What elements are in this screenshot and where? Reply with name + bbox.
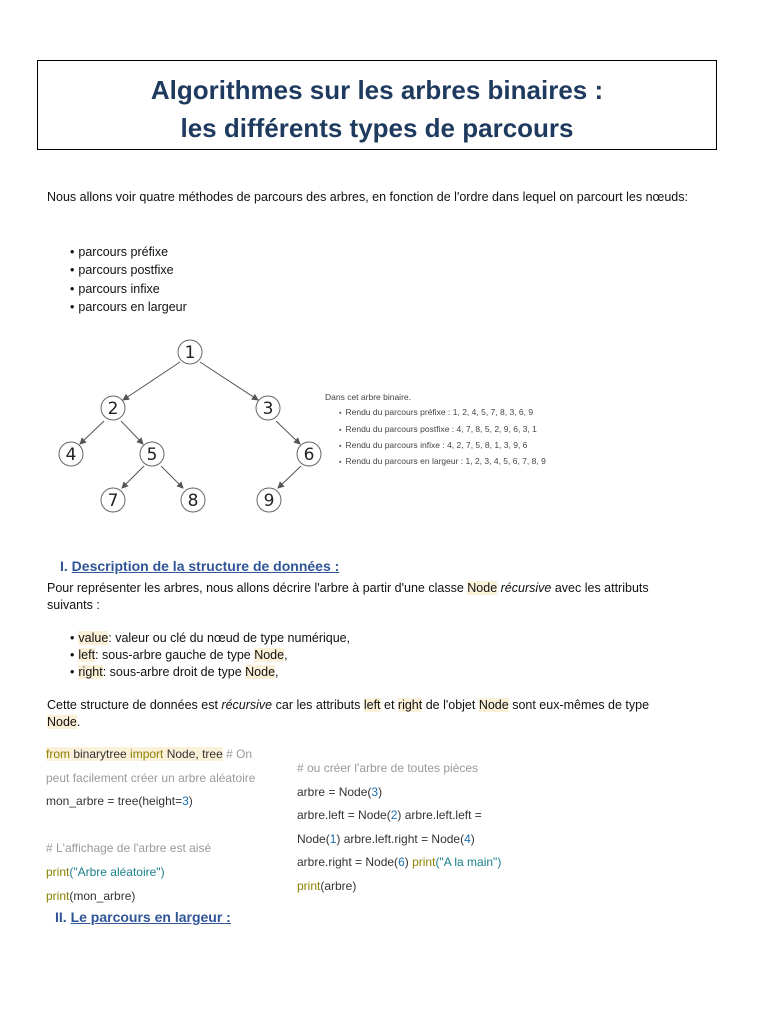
text-run: : sous-arbre gauche de type	[95, 648, 255, 662]
code-text: binarytree	[70, 747, 131, 761]
code-term: Node	[47, 715, 77, 729]
list-item: ▪ Rendu du parcours en largeur : 1, 2, 3, 4, 5, 6, 7, 8, 9	[339, 454, 546, 470]
section-number: II.	[55, 909, 67, 925]
methods-list	[70, 243, 187, 316]
code-text: (mon_arbre)	[69, 888, 136, 903]
code-term: Node	[478, 698, 509, 712]
code-term: right	[397, 698, 423, 712]
list-item: ▪ Rendu du parcours infixe : 4, 2, 7, 5, 8, 1, 3, 9, 6	[339, 438, 546, 454]
structure-paragraph	[47, 580, 687, 614]
list-item: ▪ Rendu du parcours postfixe : 4, 7, 8, 5, 2, 9, 6, 3, 1	[339, 422, 546, 438]
text-run: Cette structure de données est	[47, 698, 222, 712]
code-text: )	[188, 794, 193, 809]
text-run: : valeur ou clé du nœud de type numérique,	[108, 631, 351, 645]
code-block-left	[46, 743, 286, 908]
text-run: Pour représenter les arbres, nous allons décrire l'arbre à partir d'une classe	[47, 581, 468, 595]
tree-node-label: 8	[187, 491, 199, 511]
code-line	[297, 804, 597, 828]
page-title-line1: Algorithmes sur les arbres binaires :	[150, 75, 604, 105]
code-comment: # On	[222, 747, 253, 761]
text-run: et	[380, 698, 398, 712]
list-item: • parcours postfixe	[70, 261, 187, 279]
code-string: ("Arbre aléatoire")	[69, 864, 165, 879]
tree-edge	[200, 362, 258, 400]
section-number: I.	[60, 558, 68, 574]
code-term: left	[78, 648, 96, 662]
tree-node-label: 2	[107, 399, 119, 419]
code-line	[46, 790, 286, 814]
code-line	[46, 743, 286, 767]
code-keyword: from	[46, 747, 70, 761]
section-title: Description de la structure de données :	[71, 558, 340, 574]
text-run: ,	[284, 648, 288, 662]
code-text: (arbre)	[320, 878, 357, 893]
list-item: • parcours préfixe	[70, 243, 187, 261]
tree-node-label: 7	[107, 491, 119, 511]
tree-edge	[278, 466, 301, 488]
code-term: right	[78, 665, 103, 679]
code-number: 4	[464, 831, 471, 846]
list-item	[70, 630, 350, 647]
code-term: Node	[245, 665, 276, 679]
tree-node-label: 9	[263, 491, 275, 511]
text-run: : sous-arbre droit de type	[102, 665, 246, 679]
intro-paragraph: Nous allons voir quatre méthodes de parcours des arbres, en fonction de l'ordre dans lequel on parcourt les nœuds:	[47, 190, 688, 204]
section-heading-2	[55, 909, 231, 925]
list-item	[70, 647, 350, 664]
code-keyword: print	[46, 888, 70, 903]
code-text: ) arbre.left.left =	[397, 808, 482, 823]
code-term: value	[78, 631, 109, 645]
code-block-right	[297, 757, 597, 899]
code-comment: peut facilement créer un arbre aléatoire	[46, 770, 256, 785]
code-text: Node, tree	[163, 747, 223, 761]
code-text: )	[378, 784, 383, 799]
code-comment: # ou créer l'arbre de toutes pièces	[297, 761, 479, 775]
tree-node-label: 6	[303, 445, 315, 465]
list-item: • parcours en largeur	[70, 298, 187, 316]
binary-tree-diagram	[0, 330, 330, 525]
code-number: 3	[182, 794, 189, 809]
code-string: ("A la main")	[435, 855, 502, 870]
tree-edge	[161, 466, 183, 488]
tree-node-label: 5	[146, 445, 158, 465]
text-run: avec les attributs suivants :	[47, 581, 649, 612]
list-item	[70, 664, 350, 681]
page-title-line2: les différents types de parcours	[180, 113, 574, 143]
attributes-list	[70, 630, 350, 681]
code-text: Node(	[297, 831, 330, 846]
code-term: left	[363, 698, 381, 712]
code-number: 6	[398, 855, 405, 870]
code-text: arbre = Node(	[297, 784, 372, 799]
emphasis: récursive	[500, 581, 552, 595]
title-box	[37, 60, 717, 150]
section-heading-1	[60, 558, 339, 574]
code-line	[297, 851, 597, 875]
tree-edge	[80, 421, 104, 444]
text-run: de l'objet	[422, 698, 479, 712]
code-term: Node	[254, 648, 285, 662]
code-text: arbre.left = Node(	[297, 808, 391, 823]
tree-node-label: 4	[65, 445, 77, 465]
text-run: ,	[275, 665, 279, 679]
emphasis: récursive	[221, 698, 273, 712]
code-line	[297, 875, 597, 899]
code-line	[297, 781, 597, 805]
tree-edge	[123, 362, 180, 400]
tree-edge	[121, 421, 143, 444]
code-keyword: print	[46, 864, 70, 879]
tree-note-heading: Dans cet arbre binaire.	[325, 392, 411, 402]
code-line	[46, 861, 286, 885]
code-number: 1	[329, 831, 337, 846]
code-line	[46, 885, 286, 909]
code-keyword: print	[412, 855, 436, 870]
code-term: Node	[467, 581, 498, 595]
code-text: mon_arbre = tree(height=	[46, 794, 183, 809]
list-item: • parcours infixe	[70, 280, 187, 298]
code-line	[297, 828, 597, 852]
list-item: ▪ Rendu du parcours préfixe : 1, 2, 4, 5, 7, 8, 3, 6, 9	[339, 405, 546, 421]
text-run: car les attributs	[272, 698, 364, 712]
text-run: sont eux-mêmes de type	[508, 698, 650, 712]
code-keyword: import	[130, 747, 164, 761]
tree-edge	[276, 421, 300, 444]
code-text: ) arbre.left.right = Node(	[336, 831, 465, 846]
code-text: )	[470, 831, 475, 846]
tree-traversal-note	[325, 390, 546, 470]
tree-edge	[122, 466, 144, 488]
recursive-paragraph	[47, 697, 677, 731]
code-keyword: print	[297, 878, 321, 893]
tree-node-label: 3	[262, 399, 274, 419]
tree-node-label: 1	[184, 343, 196, 363]
code-comment: # L'affichage de l'arbre est aisé	[46, 841, 212, 856]
code-text: arbre.right = Node(	[297, 855, 399, 870]
code-number: 2	[390, 808, 398, 823]
code-number: 3	[371, 784, 379, 799]
code-text: )	[404, 855, 413, 870]
text-run: .	[76, 715, 81, 729]
section-title: Le parcours en largeur :	[70, 909, 231, 925]
